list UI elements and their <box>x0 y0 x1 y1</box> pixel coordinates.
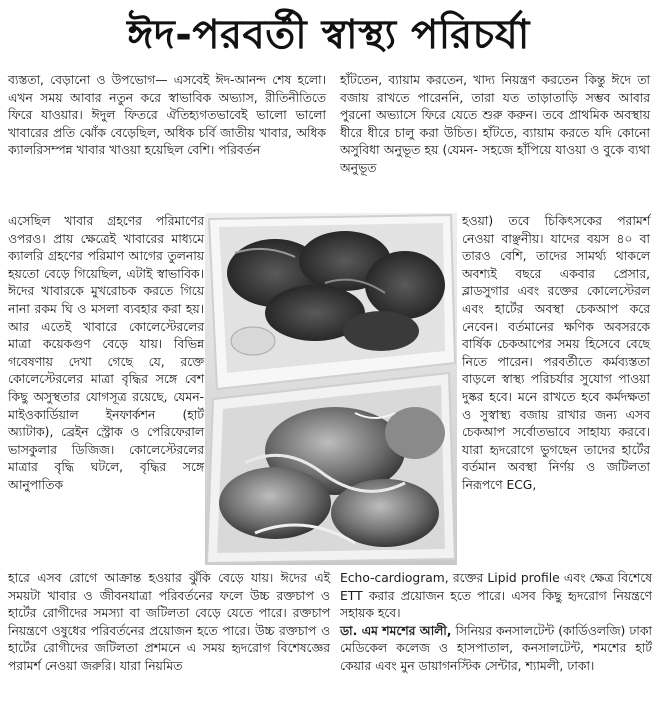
author-name: ডা. এম শমশের আলী, <box>340 623 452 638</box>
article-column-left-narrow <box>8 213 204 495</box>
food-photo <box>205 213 457 565</box>
article-column-left-bottom <box>8 570 330 676</box>
article-column-right-narrow <box>462 213 650 495</box>
paragraph-right-bottom: Echo-cardiogram, রক্তের Lipid profile এবং ক্ষেত্র বিশেষে ETT করার প্রয়োজন হতে পারে। এসব কিছু হৃদরোগ নিয়ন্ত্রণে সহায়ক হবে। <box>340 571 652 621</box>
paragraph-right-top: হাঁটতেন, ব্যায়াম করতেন, খাদ্য নিয়ন্ত্রণ করতেন কিন্তু ঈদে তা বজায় রাখতে পারেননি, তারা যত তাড়াতাড়ি সম্ভব আবার পুরনো অভ্যাসে ফিরে যেতে শুরু করুন। তবে প্রাথমিক অবস্থায় ধীরে ধীরে চালু করা উচিত। হাঁটতে, ব্যায়াম করতে যদি কোনো অসুবিধা অনুভূত হয় (যেমন- সহজে হাঁপিয়ে যাওয়া ও বুকে ব্যথা অনুভূত <box>340 73 650 175</box>
author-byline <box>340 623 652 676</box>
paragraph-left-top: ব্যস্ততা, বেড়ানো ও উপভোগ— এসবেই ঈদ-আনন্দ শেষ হলো। এখন সময় আবার নতুন করে স্বাভাবিক অভ্যাস, রীতিনীতিতে ফিরে যাওয়ার। ঈদুল ফিতরে ঐতিহ্যগতভাবেই ভালো ভালো খাবারের প্রতি ঝোঁক বেড়েছিল, অধিক চর্বি জাতীয় খাবার, অধিক ক্যালরিসম্পন্ন খাবার খাওয়া হয়েছিল বেশি। পরিবর্তন <box>8 73 326 158</box>
paragraph-left-bottom: হারে এসব রোগে আক্রান্ত হওয়ার ঝুঁকি বেড়ে যায়। ঈদের এই সময়টা খাবার ও জীবনযাত্রা পরিবর্তনের ফলে উচ্চ রক্তচাপ ও হার্টের রোগীদের সমস্যা বা জটিলতা বেড়ে যেতে পারে। রক্তচাপ নিয়ন্ত্রণে ওষুধের পরিবর্তনের প্রয়োজন হতে পারে। উচ্চ রক্তচাপ ও হার্টের রোগীদের জটিলতা প্রশমনে এ সময় হৃদরোগ বিশেষজ্ঞের পরামর্শ নেওয়া জরুরি। যারা নিয়মিত <box>8 571 330 673</box>
article-headline: ঈদ-পরবর্তী স্বাস্থ্য পরিচর্যা <box>127 12 530 58</box>
article-column-right-top <box>340 72 650 178</box>
food-photo-graphic <box>205 213 457 565</box>
paragraph-right-narrow: হওয়া) তবে চিকিৎসকের পরামর্শ নেওয়া বাঞ্ছনীয়। যাদের বয়স ৪০ বা তারও বেশি, তাদের সামর্থ্য থাকলে অবশ্যই বছরে একবার প্রেসার, ব্লাডসুগার এবং রক্তের কোলেস্টেরল এবং হার্টের অবস্থা চেকআপ করে নেবেন। বর্তমানের ক্ষণিক অবসরকে বার্ষিক চেকআপের সময় হিসেবে বেছে নিতে পারেন। পরবর্তীতে কর্মব্যস্ততা বাড়লে স্বাস্থ্য পরিচর্যার সুযোগ পাওয়া দুষ্কর হবে। মনে রাখতে হবে কর্মদক্ষতা ও সুস্বাস্থ্য বজায় রাখার জন্য এসব চেকআপ সর্বোতভাবে সাহায্য করবে। যারা হৃদরোগে ভুগছেন তাদের হার্টের বর্তমান অবস্থা নির্ণয় ও জটিলতা নিরূপণে ECG, <box>462 214 650 492</box>
article-column-right-bottom <box>340 570 652 676</box>
paragraph-left-narrow: এসেছিল খাবার গ্রহণের পরিমাণের ওপরও। প্রায় ক্ষেত্রেই খাবারের মাধ্যমে ক্যালরি গ্রহণের পরিমাণ আগের তুলনায় হয়তো বেড়ে গিয়েছিল, এটাই স্বাভাবিক। ঈদের খাবারকে মুখরোচক করতে গিয়ে নানা রকম ঘি ও মসলা ব্যবহার করা হয়। আর এতেই খাবারে কোলেস্টেরলের মাত্রা কয়েকগুণ বেড়ে যায়। বিভিন্ন গবেষণায় দেখা গেছে যে, রক্তে কোলেস্টেরলের মাত্রা বৃদ্ধির সঙ্গে বেশ কিছু অসুস্থতার যোগসূত্র রয়েছে, যেমন- মাইওকার্ডিয়াল ইনফার্কশন (হার্ট অ্যাটাক), ব্রেইন স্ট্রোক ও পেরিফেরাল ভাসকুলার ডিজিজ। কোলেস্টেরলের মাত্রার বৃদ্ধি ঘটলে, বৃদ্ধির সঙ্গে আনুপাতিক <box>8 214 204 492</box>
author-details: সিনিয়র কনসালটেন্ট (কার্ডিওলজি) ঢাকা মেডিকেল কলেজ ও হাসপাতাল, কনসালটেন্ট, শমশের হার্ট কেয়ার এবং মুন ডায়াগনস্টিক সেন্টার, শ্যামলী, ঢাকা। <box>340 623 652 673</box>
article-column-left-top <box>8 72 326 160</box>
